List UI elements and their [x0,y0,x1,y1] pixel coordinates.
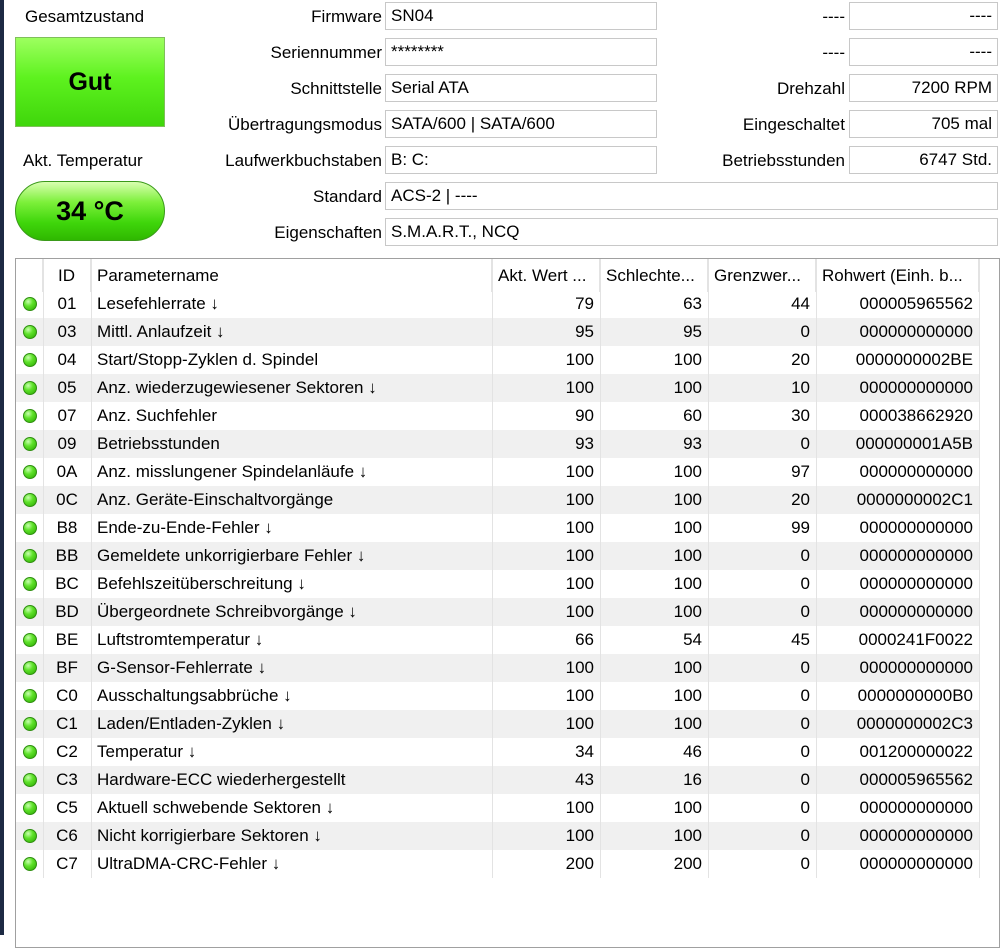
status-dot-icon [23,829,37,843]
table-row[interactable] [16,346,979,374]
attribute-name: Temperatur ↓ [97,742,197,761]
current-value: 100 [565,658,594,677]
table-row[interactable] [16,402,979,430]
rotation-rate-field: 7200 RPM [849,74,998,102]
attribute-id: 07 [57,406,77,425]
table-row[interactable] [16,430,979,458]
attribute-id: C3 [56,770,78,789]
threshold-value: 0 [800,686,810,705]
power-on-count-field: 705 mal [849,110,998,138]
status-dot-icon [23,353,37,367]
raw-value: 000005965562 [859,770,973,789]
standard-field: ACS-2 | ---- [385,182,998,210]
attribute-id: C6 [56,826,78,845]
worst-value: 100 [673,490,702,509]
raw-value: 000000001A5B [855,434,973,453]
unknown-label-1: ---- [822,7,845,26]
status-dot-icon [23,857,37,871]
attribute-id: C5 [56,798,78,817]
current-value: 100 [565,826,594,845]
attribute-name: Mittl. Anlaufzeit ↓ [97,322,225,341]
rotation-rate-label: Drehzahl [776,79,845,98]
table-row[interactable] [16,710,979,738]
raw-value: 0000000002C3 [856,714,973,733]
attribute-name: Gemeldete unkorrigierbare Fehler ↓ [97,546,366,565]
drive-letters-field: B: C: [385,146,657,174]
unknown-label-2: ---- [822,43,845,62]
temperature-label: Akt. Temperatur [23,151,143,170]
table-row[interactable] [16,738,979,766]
worst-value: 100 [673,602,702,621]
interface-field: Serial ATA [385,74,657,102]
attribute-name: Anz. Suchfehler [97,406,218,425]
current-value: 200 [565,854,594,873]
threshold-value: 20 [791,350,810,369]
transfer-mode-label: Übertragungsmodus [227,115,382,134]
current-value: 79 [575,294,594,313]
worst-value: 100 [673,826,702,845]
table-row[interactable] [16,542,979,570]
serial-field: ******** [385,38,657,66]
threshold-value: 0 [800,434,810,453]
unknown-field-1: ---- [849,2,998,30]
current-value: 100 [565,714,594,733]
attribute-name: Laden/Entladen-Zyklen ↓ [97,714,286,733]
status-dot-icon [23,437,37,451]
unknown-field-2: ---- [849,38,998,66]
table-row[interactable] [16,822,979,850]
column-header-name[interactable]: Parametername [91,259,492,292]
attribute-id: BC [55,574,79,593]
status-dot-icon [23,661,37,675]
serial-label: Seriennummer [270,43,382,62]
interface-label: Schnittstelle [290,79,382,98]
current-value: 95 [575,322,594,341]
raw-value: 000000000000 [859,378,973,397]
worst-value: 100 [673,546,702,565]
attribute-id: 0C [56,490,78,509]
threshold-value: 0 [800,322,810,341]
status-dot-icon [23,381,37,395]
column-header-raw[interactable]: Rohwert (Einh. b... [816,259,979,292]
firmware-label: Firmware [311,7,382,26]
column-header-status[interactable] [16,259,43,292]
column-divider [708,259,709,878]
raw-value: 0000000000B0 [857,686,973,705]
transfer-mode-field: SATA/600 | SATA/600 [385,110,657,138]
smart-attribute-table[interactable] [15,258,1000,948]
attribute-name: Nicht korrigierbare Sektoren ↓ [97,826,322,845]
threshold-value: 0 [800,546,810,565]
threshold-value: 0 [800,826,810,845]
table-row[interactable] [16,794,979,822]
attribute-id: BB [55,546,79,565]
raw-value: 000000000000 [859,462,973,481]
threshold-value: 10 [791,378,810,397]
threshold-value: 0 [800,770,810,789]
table-row[interactable] [16,514,979,542]
raw-value: 000000000000 [859,658,973,677]
attribute-id: 05 [57,378,77,397]
power-on-count-label: Eingeschaltet [742,115,845,134]
drive-letters-label: Laufwerkbuchstaben [225,151,382,170]
raw-value: 000000000000 [859,826,973,845]
column-divider [979,259,980,878]
status-dot-icon [23,325,37,339]
table-row[interactable] [16,290,979,318]
attribute-name: UltraDMA-CRC-Fehler ↓ [97,854,281,873]
threshold-value: 0 [800,854,810,873]
attribute-id: 09 [57,434,77,453]
attribute-id: C7 [56,854,78,873]
threshold-value: 45 [791,630,810,649]
status-dot-icon [23,773,37,787]
table-row[interactable] [16,570,979,598]
attribute-name: Anz. wiederzugewiesener Sektoren ↓ [97,378,377,397]
worst-value: 60 [683,406,702,425]
table-row[interactable] [16,598,979,626]
power-on-hours-field: 6747 Std. [849,146,998,174]
current-value: 100 [565,574,594,593]
table-row[interactable] [16,486,979,514]
attribute-id: 0A [56,462,78,481]
table-row[interactable] [16,850,979,878]
worst-value: 100 [673,658,702,677]
raw-value: 000000000000 [859,546,973,565]
health-status-button[interactable]: Gut [15,37,165,127]
threshold-value: 0 [800,742,810,761]
attribute-name: Übergeordnete Schreibvorgänge ↓ [97,602,357,621]
column-divider [816,259,817,878]
threshold-value: 20 [791,490,810,509]
raw-value: 000000000000 [859,854,973,873]
threshold-value: 0 [800,658,810,677]
raw-value: 000000000000 [859,518,973,537]
attribute-id: 03 [57,322,77,341]
attribute-name: Anz. Geräte-Einschaltvorgänge [97,490,334,509]
status-dot-icon [23,465,37,479]
attribute-name: Start/Stopp-Zyklen d. Spindel [97,350,319,369]
table-row[interactable] [16,682,979,710]
threshold-value: 97 [791,462,810,481]
attribute-id: C0 [56,686,78,705]
table-row[interactable] [16,626,979,654]
table-row[interactable] [16,654,979,682]
status-dot-icon [23,549,37,563]
status-dot-icon [23,605,37,619]
worst-value: 93 [683,434,702,453]
worst-value: 100 [673,686,702,705]
current-value: 93 [575,434,594,453]
features-field: S.M.A.R.T., NCQ [385,218,998,246]
attribute-name: Anz. misslungener Spindelanläufe ↓ [97,462,368,481]
threshold-value: 0 [800,798,810,817]
worst-value: 100 [673,574,702,593]
worst-value: 16 [683,770,702,789]
raw-value: 000000000000 [859,322,973,341]
attribute-name: Aktuell schwebende Sektoren ↓ [97,798,335,817]
worst-value: 100 [673,378,702,397]
standard-label: Standard [313,187,382,206]
status-dot-icon [23,577,37,591]
firmware-field: SN04 [385,2,657,30]
column-divider [91,259,92,878]
status-dot-icon [23,633,37,647]
raw-value: 0000241F0022 [858,630,973,649]
raw-value: 0000000002BE [855,350,973,369]
worst-value: 100 [673,798,702,817]
current-value: 66 [575,630,594,649]
health-label: Gesamtzustand [25,7,145,26]
worst-value: 200 [673,854,702,873]
raw-value: 000000000000 [859,798,973,817]
window-edge [0,0,4,935]
attribute-id: BD [55,602,79,621]
status-dot-icon [23,689,37,703]
worst-value: 54 [683,630,702,649]
threshold-value: 44 [791,294,810,313]
power-on-hours-label: Betriebsstunden [722,151,845,170]
status-dot-icon [23,745,37,759]
status-dot-icon [23,297,37,311]
raw-value: 001200000022 [859,742,973,761]
features-label: Eigenschaften [274,223,382,242]
current-value: 100 [565,350,594,369]
status-dot-icon [23,409,37,423]
status-dot-icon [23,801,37,815]
attribute-name: Befehlszeitüberschreitung ↓ [97,574,306,593]
current-value: 100 [565,518,594,537]
worst-value: 100 [673,350,702,369]
current-value: 100 [565,462,594,481]
worst-value: 100 [673,714,702,733]
table-row[interactable] [16,458,979,486]
raw-value: 000000000000 [859,574,973,593]
attribute-name: Hardware-ECC wiederhergestellt [97,770,346,789]
table-row[interactable] [16,766,979,794]
current-value: 100 [565,602,594,621]
status-dot-icon [23,521,37,535]
attribute-id: 04 [57,350,77,369]
threshold-value: 30 [791,406,810,425]
attribute-name: G-Sensor-Fehlerrate ↓ [97,658,267,677]
current-value: 43 [575,770,594,789]
attribute-name: Ende-zu-Ende-Fehler ↓ [97,518,273,537]
threshold-value: 0 [800,602,810,621]
raw-value: 000005965562 [859,294,973,313]
attribute-id: BF [56,658,78,677]
attribute-name: Lesefehlerrate ↓ [97,294,219,313]
attribute-name: Ausschaltungsabbrüche ↓ [97,686,292,705]
threshold-value: 0 [800,714,810,733]
column-divider [492,259,493,878]
column-header-current[interactable]: Akt. Wert ... [492,259,600,292]
attribute-id: BE [55,630,79,649]
status-dot-icon [23,493,37,507]
threshold-value: 99 [791,518,810,537]
current-value: 100 [565,546,594,565]
worst-value: 95 [683,322,702,341]
column-divider [600,259,601,878]
worst-value: 100 [673,462,702,481]
column-header-threshold[interactable]: Grenzwer... [708,259,816,292]
current-value: 100 [565,686,594,705]
worst-value: 63 [683,294,702,313]
attribute-id: B8 [56,518,78,537]
current-value: 34 [575,742,594,761]
threshold-value: 0 [800,574,810,593]
table-row[interactable] [16,318,979,346]
status-dot-icon [23,717,37,731]
table-header [16,259,999,292]
attribute-id: 01 [57,294,77,313]
table-row[interactable] [16,374,979,402]
raw-value: 000000000000 [859,602,973,621]
column-header-worst[interactable]: Schlechte... [600,259,708,292]
column-divider [43,259,44,878]
attribute-id: C2 [56,742,78,761]
current-value: 100 [565,798,594,817]
worst-value: 100 [673,518,702,537]
attribute-name: Betriebsstunden [97,434,220,453]
worst-value: 46 [683,742,702,761]
attribute-id: C1 [56,714,78,733]
temperature-status-button[interactable]: 34 °C [15,181,165,241]
column-header-id[interactable]: ID [43,259,91,292]
current-value: 100 [565,378,594,397]
raw-value: 000038662920 [859,406,973,425]
attribute-name: Luftstromtemperatur ↓ [97,630,264,649]
raw-value: 0000000002C1 [856,490,973,509]
current-value: 100 [565,490,594,509]
current-value: 90 [575,406,594,425]
